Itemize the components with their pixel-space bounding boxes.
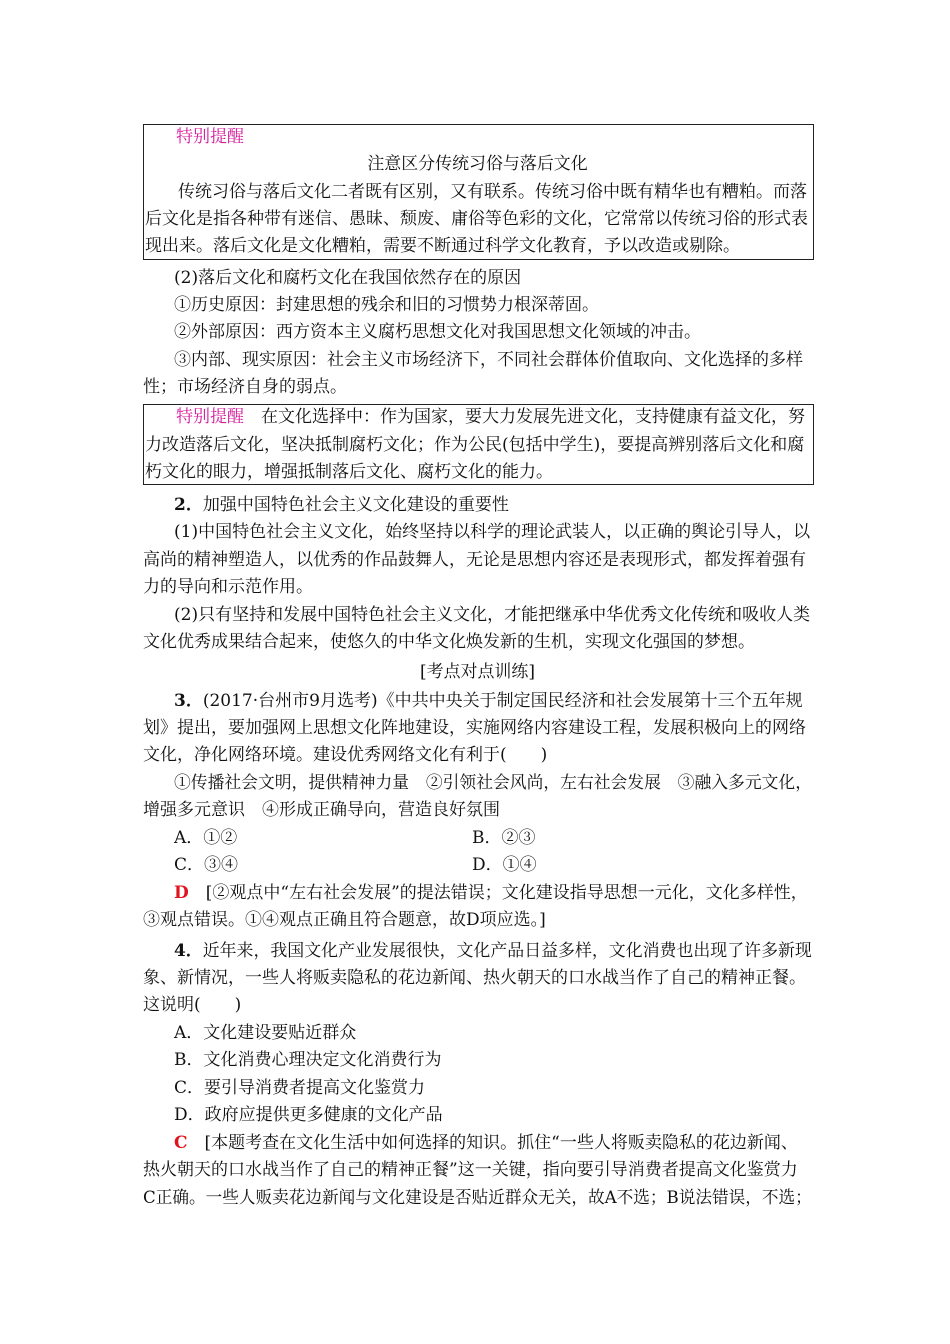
q4-answer: C: [174, 1133, 188, 1153]
section2-p1-line: 力的导向和示范作用。: [143, 577, 313, 597]
section1-line: ②外部原因：西方资本主义腐朽思想文化对我国思想文化领域的冲击。: [174, 322, 701, 342]
section2-p2-line: (2)只有坚持和发展中国特色社会主义文化，才能把继承中华优秀文化传统和吸收人类: [174, 605, 811, 625]
training-title: [考点对点训练]: [420, 662, 535, 682]
section2-title: 加强中国特色社会主义文化建设的重要性: [202, 495, 509, 515]
special-reminder-tag-2: 特别提醒: [176, 407, 244, 427]
q3-item-line: 增强多元意识 ④形成正确导向，营造良好氛围: [143, 800, 500, 820]
q4-first-line: [174, 940, 812, 962]
q3-text: 《中共中央关于制定国民经济和社会发展第十三个五年规: [377, 691, 803, 711]
section1-line: 性；市场经济自身的弱点。: [143, 377, 347, 397]
q3-option-a: A．①②: [174, 828, 238, 848]
q3-explanation: [②观点中“左右社会发展”的提法错误；文化建设指导思想一元化，文化多样性，: [188, 883, 808, 903]
box2-first-line: [176, 406, 805, 428]
box1-line: 现出来。落后文化是文化糟粕，需要不断通过科学文化教育，予以改造或剔除。: [145, 236, 740, 256]
q3-first-line: [174, 690, 803, 712]
q3-answer: D: [174, 883, 189, 903]
q4-answer-line: [174, 1132, 798, 1154]
special-reminder-tag-1: 特别提醒: [176, 127, 244, 147]
section1-heading: (2)落后文化和腐朽文化在我国依然存在的原因: [174, 268, 522, 288]
q3-number: 3．: [174, 691, 203, 711]
q4-text: 近年来，我国文化产业发展很快，文化产品日益多样，文化消费也出现了许多新现: [202, 941, 812, 961]
q3-item-line: ①传播社会文明，提供精神力量 ②引领社会风尚，左右社会发展 ③融入多元文化，: [174, 773, 812, 793]
q4-explanation: [本题考查在文化生活中如何选择的知识。抓住“一些人将贩卖隐私的花边新闻、: [187, 1133, 798, 1153]
section2-heading: [174, 494, 509, 516]
section1-line: ③内部、现实原因：社会主义市场经济下，不同社会群体价值取向、文化选择的多样: [174, 350, 803, 370]
box2-text: 在文化选择中：作为国家，要大力发展先进文化，支持健康有益文化，努: [244, 407, 805, 427]
section1-line: ①历史原因：封建思想的残余和旧的习惯势力根深蒂固。: [174, 295, 599, 315]
box2-line: 力改造落后文化，坚决抵制腐朽文化；作为公民(包括中学生)，要提高辨别落后文化和腐: [145, 435, 805, 455]
q4-option-c: C．要引导消费者提高文化鉴赏力: [174, 1078, 426, 1098]
section2-p2-line: 文化优秀成果结合起来，使悠久的中华文化焕发新的生机，实现文化强国的梦想。: [143, 632, 755, 652]
q4-line: 象、新情况，一些人将贩卖隐私的花边新闻、热火朝天的口水战当作了自己的精神正餐。: [143, 968, 806, 988]
box1-line: 后文化是指各种带有迷信、愚昧、颓废、庸俗等色彩的文化，它常常以传统习俗的形式表: [145, 209, 808, 229]
q4-option-a: A．文化建设要贴近群众: [174, 1023, 357, 1043]
q4-explanation-line: 热火朝天的口水战当作了自己的精神正餐”这一关键，指向要引导消费者提高文化鉴赏力: [143, 1160, 798, 1180]
box1-line: 传统习俗与落后文化二者既有区别，又有联系。传统习俗中既有精华也有糟粕。而落: [178, 182, 807, 202]
q4-explanation-line: C正确。一些人贩卖花边新闻与文化建设是否贴近群众无关，故A不选；B说法错误，不选；: [143, 1188, 812, 1208]
box1-title: 注意区分传统习俗与落后文化: [367, 154, 588, 174]
q4-option-d: D．政府应提供更多健康的文化产品: [174, 1105, 443, 1125]
q3-line: 划》提出，要加强网上思想文化阵地建设，实施网络内容建设工程，发展积极向上的网络: [143, 718, 806, 738]
q4-line: 这说明( ): [143, 995, 242, 1015]
q3-line: 文化，净化网络环境。建设优秀网络文化有利于( ): [143, 745, 548, 765]
section2-number: 2．: [174, 495, 203, 515]
q3-option-b: B．②③: [472, 828, 536, 848]
q4-option-b: B．文化消费心理决定文化消费行为: [174, 1050, 442, 1070]
q3-explanation-line: ③观点错误。①④观点正确且符合题意，故D项应选。]: [143, 910, 546, 930]
q3-option-d: D．①④: [472, 855, 537, 875]
q4-number: 4．: [174, 941, 203, 961]
q3-answer-line: [174, 882, 808, 904]
box2-line: 朽文化的眼力，增强抵制落后文化、腐朽文化的能力。: [145, 462, 553, 482]
section2-p1-line: 高尚的精神塑造人，以优秀的作品鼓舞人，无论是思想内容还是表现形式，都发挥着强有: [143, 550, 806, 570]
q3-source: (2017·台州市9月选考): [202, 691, 378, 711]
q3-option-c: C．③④: [174, 855, 239, 875]
section2-p1-line: (1)中国特色社会主义文化，始终坚持以科学的理论武装人，以正确的舆论引导人，以: [174, 522, 811, 542]
